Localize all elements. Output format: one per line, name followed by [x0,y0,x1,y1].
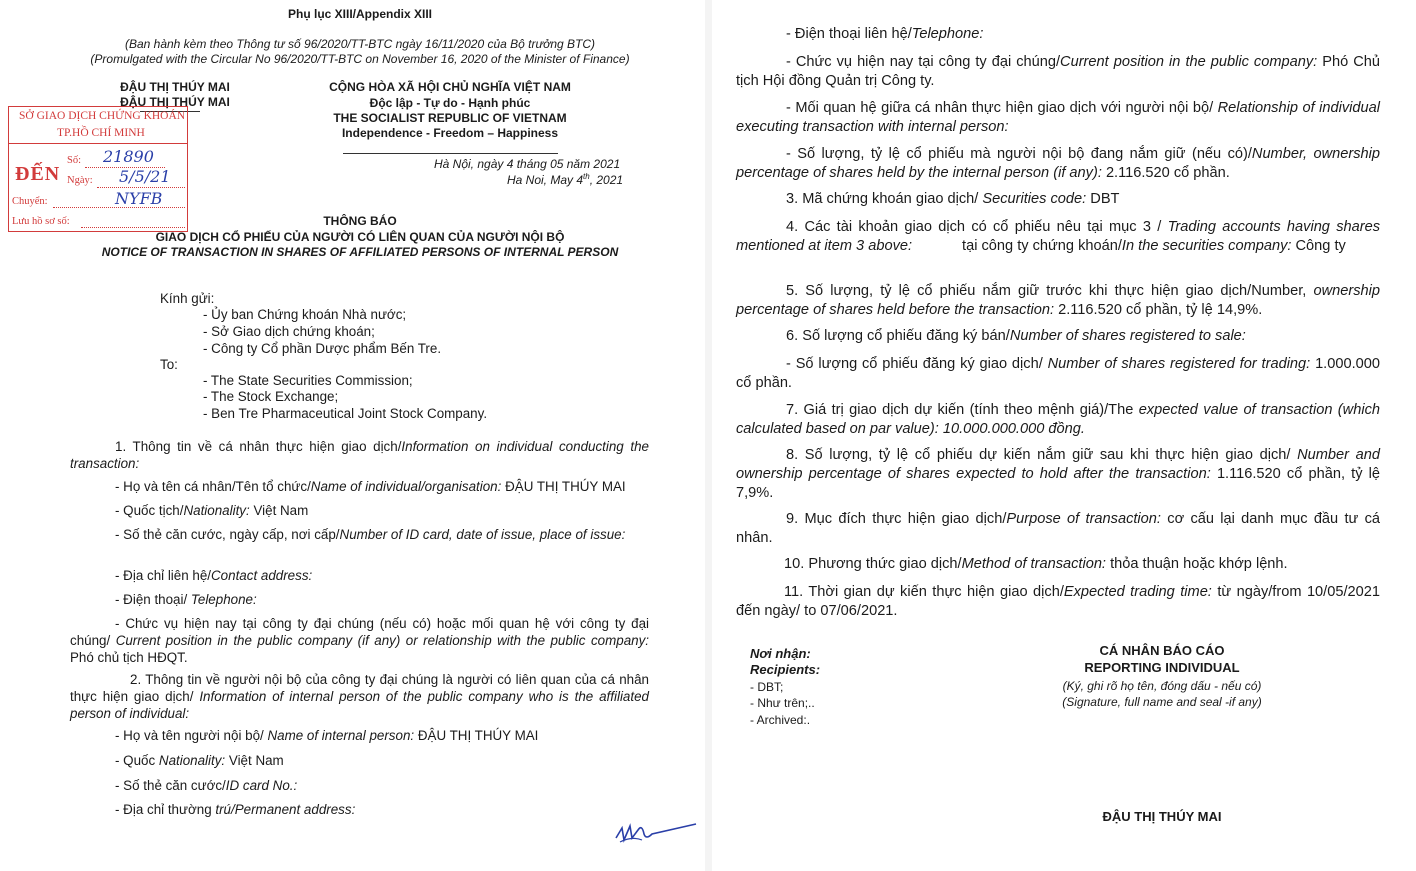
nation-en: THE SOCIALIST REPUBLIC OF VIETNAM [333,111,567,125]
page-gutter [705,0,712,871]
motto-vi: Độc lập - Tự do - Hạnh phúc [369,96,531,110]
stamp-ngay-value: 5/5/21 [119,167,171,186]
s1-id: - Số thẻ căn cước, ngày cấp, nơi cấp/Number of ID card, date of issue, place of issue: [115,527,626,542]
r-shares-registered: - Số lượng cổ phiếu đăng ký giao dịch/ Number of shares registered for trading: 1.000.000 cổ phần. [736,356,1380,391]
kinh-gui-label: Kính gửi: [160,291,215,306]
r-shares-to-sell: 6. Số lượng cổ phiếu đăng ký bán/Number of shares registered to sale: [786,328,1246,344]
appendix-title: Phụ lục XIII/Appendix XIII [287,7,433,21]
stamp-chuyen-value: NYFB [115,189,163,208]
s1-telephone: - Điện thoại/ Telephone: [115,592,257,607]
date-vi: Hà Nội, ngày 4 tháng 05 năm 2021 [434,157,621,171]
r-relationship: - Mối quan hệ giữa cá nhân thực hiện giao dịch với người nội bộ/ Relationship of individual executing transaction with internal person: [736,100,1380,135]
s1-name: - Họ và tên cá nhân/Tên tổ chức/Name of individual/organisation: ĐẬU THỊ THÚY MAI [115,479,626,494]
recipient-vi: - Ủy ban Chứng khoán Nhà nước; [203,307,407,322]
stamp-den: ĐẾN [15,163,61,185]
s2-address: - Địa chỉ thường trú/Permanent address: [115,802,356,817]
reporter-title-vi: CÁ NHÂN BÁO CÁO [1099,643,1225,658]
s1-position: - Chức vụ hiện nay tại công ty đại chúng (nếu có) hoặc mối quan hệ với công ty đại chúng/ Current position in the public company (if any) or relationship with the public company: Phó chủ tịch HĐQT. [70,616,649,665]
recipient-en: - The Stock Exchange; [203,389,339,404]
dotted-line [97,187,185,188]
r-purpose: 9. Mục đích thực hiện giao dịch/Purpose of transaction: cơ cấu lại danh mục đầu tư cá nhân. [736,511,1381,546]
r-securities-code: 3. Mã chứng khoán giao dịch/ Securities code: DBT [786,191,1120,207]
stamp-header [9,107,187,144]
r-trading-time: 11. Thời gian dự kiến thực hiện giao dịch/Expected trading time: từ ngày/from 10/05/2021 đến ngày/ to 07/06/2021. [736,584,1380,619]
divider [343,153,558,154]
right-page [712,0,1416,871]
issued-en: (Promulgated with the Circular No 96/2020/TT-BTC on November 16, 2020 of the Minister of Finance) [90,52,630,66]
stamp-ngay-label: Ngày: [67,175,93,186]
s1-nationality: - Quốc tịch/Nationality: Việt Nam [115,503,309,518]
sign-instruction-en: (Signature, full name and seal -if any) [1062,695,1262,709]
r-shares-held: - Số lượng, tỷ lệ cổ phiếu mà người nội bộ đang nắm giữ (nếu có)/Number, ownership percentage of shares held by the internal person (if any): 2.116.520 cổ phần. [736,146,1380,181]
stamp-line1: SỞ GIAO DỊCH CHỨNG KHOÁN [19,110,186,122]
r-shares-before: 5. Số lượng, tỷ lệ cổ phiếu nắm giữ trước khi thực hiện giao dịch/Number, ownership percentage of shares held before the transaction: 2.116.520 cổ phần, tỷ lệ 14,9%. [736,283,1380,318]
recipient-item: - DBT; [750,680,784,694]
notice-title-vi: THÔNG BÁO [323,214,397,228]
issued-vi: (Ban hành kèm theo Thông tư số 96/2020/TT-BTC ngày 16/11/2020 của Bộ trưởng BTC) [124,37,596,51]
section-1-heading: 1. Thông tin về cá nhân thực hiện giao dịch/Information on individual conducting the transaction: [70,439,649,471]
r-position: - Chức vụ hiện nay tại công ty đại chúng/Current position in the public company: Phó Chủ tịch Hội đồng Quản trị Công ty. [736,54,1380,89]
section-2-heading: 2. Thông tin về người nội bộ của công ty đại chúng là người có liên quan của cá nhân thực hiện giao dịch/ Information of internal person of the public company who is the affiliated person of individual: [70,672,649,721]
recipient-en: - Ben Tre Pharmaceutical Joint Stock Company. [203,406,488,421]
initials-signature-icon [612,818,702,850]
r-trading-accounts: 4. Các tài khoản giao dịch có cổ phiếu nêu tại mục 3 / Trading accounts having shares mentioned at item 3 above: tại công ty chứng khoán/In the securities company: Công ty [736,219,1381,254]
recipient-vi: - Sở Giao dịch chứng khoán; [203,324,375,339]
s2-nationality: - Quốc Nationality: Việt Nam [115,753,284,768]
reporter-title-en: REPORTING INDIVIDUAL [1084,660,1240,675]
notice-subtitle-vi: GIAO DỊCH CỔ PHIẾU CỦA NGƯỜI CÓ LIÊN QUAN CỦA NGƯỜI NỘI BỘ [155,230,565,244]
stamp-chuyen-label: Chuyển: [12,196,48,207]
left-page [0,0,705,871]
s1-address: - Địa chỉ liên hệ/Contact address: [115,568,313,583]
motto-en: Independence - Freedom – Happiness [341,126,559,140]
noi-nhan-label: Nơi nhận: [750,646,811,661]
stamp-so-value: 21890 [103,147,154,166]
date-en: Ha Noi, May 4th, 2021 [507,172,624,187]
sender-name: ĐẬU THỊ THÚY MAI [120,80,230,94]
recipient-item: - Archived:. [750,713,811,727]
recipient-vi: - Công ty Cổ phần Dược phẩm Bến Tre. [203,341,442,356]
recipient-en: - The State Securities Commission; [203,373,413,388]
recipients-label: Recipients: [750,662,821,677]
stamp-luu-label: Lưu hồ sơ số: [12,216,70,227]
r-shares-after: 8. Số lượng, tỷ lệ cổ phiếu dự kiến nắm giữ sau khi thực hiện giao dịch/ Number and ownership percentage of shares expected to hold after the transaction: 1.116.520 cổ phần, tỷ lệ 7,9%. [736,447,1381,501]
to-label: To: [160,357,178,372]
nation-vi: CỘNG HÒA XÃ HỘI CHỦ NGHĨA VIỆT NAM [329,80,571,94]
r-telephone: - Điện thoại liên hệ/Telephone: [786,26,984,42]
stamp-so-label: Số: [67,155,82,166]
sign-instruction-vi: (Ký, ghi rõ họ tên, đóng dấu - nếu có) [1062,679,1262,693]
notice-subtitle-en: NOTICE OF TRANSACTION IN SHARES OF AFFILIATED PERSONS OF INTERNAL PERSON [101,245,619,259]
s2-id: - Số thẻ căn cước/ID card No.: [115,778,298,793]
r-expected-value: 7. Giá trị giao dịch dự kiến (tính theo mệnh giá)/The expected value of transaction (which calculated based on par value): 10.000.000.000 đồng. [736,402,1380,437]
r-method: 10. Phương thức giao dịch/Method of transaction: thỏa thuận hoặc khớp lệnh. [784,556,1288,572]
sender-name-repeat: ĐẬU THỊ THÚY MAI [120,95,230,109]
signer-name: ĐẬU THỊ THÚY MAI [1102,809,1222,824]
recipient-item: - Như trên;.. [750,696,815,710]
stamp-line2: TP.HỒ CHÍ MINH [57,127,145,139]
s2-name: - Họ và tên người nội bộ/ Name of internal person: ĐẬU THỊ THÚY MAI [115,728,539,743]
